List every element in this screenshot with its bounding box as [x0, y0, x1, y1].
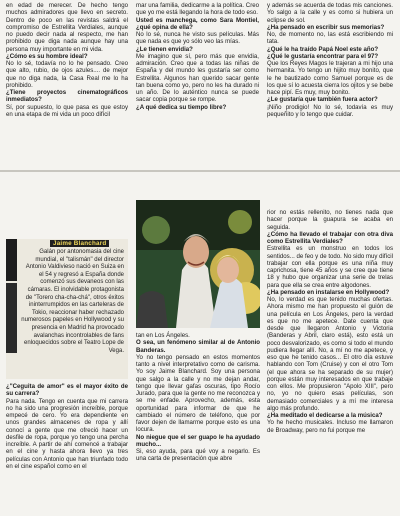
interview-question: ¿Cómo ha llevado el trabajar con otra diva como Estrellita Verdiales? [267, 230, 393, 245]
interview-question: ¿"Ceguita de amor" es el mayor éxito de su carrera? [6, 383, 128, 398]
interview-answer: No lo sé, todavía no lo he pensado. Creo que alto, rubio, de ojos azules.... de mejor que no diga nada, la Casa Real me lo ha prohibido. [6, 60, 128, 89]
interview-question: Usted es manchega, como Sara Montiel, ¿qué opina de ella? [136, 16, 259, 31]
interview-answer: No, lo verdad es que tenido muchas ofertas. Ahora mismo me han propuesto el guión de una película en Los Ángeles, pero la verdad es que no me apetece. Date cuenta que desde que llegaron Antonio y Victoria (Banderas y Abril, claro está), esto está un poco desvalorizado, es como si todo el mundo pudiera llegar allí. No, a mí no me apetece, y eso que he tenido casos... El otro día estuve hablando con Tom (Cruise) y con el otro Tom (el que ahora se ha separado de su mujer) porque están muy interesados en que trabaje con ellos. Me propusieron "Apolo XIII", pero no, yo no quiero esas películas, son demasiado comerciales y a mí me interesa algo más profundo. [267, 296, 393, 412]
interview-answer: en edad de merecer. De hecho tengo muchos admiradores que llevo en secreto. Dentro de poco en las revistas saldrá el compromiso de Estrellita Verdiales, aunque no puedo decir nada al respecto, me han prohibido que diga nada aunque hay una persona muy importante en mi vida. [6, 2, 128, 53]
article-column-5 [267, 209, 393, 434]
interview-answer: ¡Niño prodigio! No lo sé, todavía es muy pequeñito y lo tengo que cuidar. [267, 103, 393, 118]
interview-answer: Estrellita es un monstruo en todos los sentidos... de feo y de todo. No sido muy difícil trabajar con ella porque es una niña muy caprichosa, tiene 45 años y se cree que tiene 18 y hubo que organizar una serie de trelas para que ella se crea entre algodones. [267, 245, 394, 289]
interview-answer: Que los Reyes Magos le trajeran a mi hijo una hermanita. Yo tengo un hijito muy bonito, que le he bautizado como Samuel porque es de los que sí lo acuesta cierra los ojitos y se bebe hace pipí. Es muy, muy bonito. [267, 60, 394, 96]
interview-answer: tan en Los Ángeles. [136, 332, 190, 339]
interview-answer: rior no estás rellenito, no tienes nada que hacer porque la guapura se acaba en seguida. [267, 209, 393, 231]
profile-sidebar [6, 239, 128, 379]
couple-photo [136, 200, 260, 328]
interview-question: ¿Cómo es su hombre ideal? [6, 52, 88, 60]
article-column-4 [136, 332, 260, 463]
interview-answer: No lo sé, nunca he visto sus películas. Más que nada es que yo sólo veo las mías. [136, 31, 259, 46]
interview-answer: Sí, por supuesto, lo que pasa es que estoy en una etapa de mi vida un poco difícil [6, 103, 128, 118]
article-column-2 [136, 2, 259, 111]
interview-answer: mar una familia, dedicarme a la política. Creo que yo me está llegando la hora de todo eso. [136, 2, 259, 17]
interview-question: ¿Ha meditado el dedicarse a la música? [267, 412, 383, 419]
section-divider [0, 170, 400, 172]
article-column-1 [6, 2, 128, 118]
interview-question: No niegue que el ser guapo le ha ayudado mucho... [136, 433, 260, 448]
interview-question: ¿Qué le ha traído Papá Noel este año? [267, 45, 379, 53]
article-column-3 [267, 2, 393, 118]
interview-answer: Para nada. Tengo en cuenta que mi carrera no ha sido una progresión increíble, porque empecé de cero. Yo era dependiente en unos grandes almacenes de ropa y allí conocí a gente que me ofreció hacer un desfile de ropa, porque yo tengo una percha increíble. A partir de ahí comencé a trabajar en el cine y hasta ahora llevo ya tres películas con Antonio que han triunfado todo en el cine español como en el [6, 397, 128, 470]
profile-text: Galán por antonomasia del cine mundial, el "talismán" del director Antonio Valdivieso nació en Suiza en el 54 y regresó a España donde comenzó sus devaneos con las cámaras. El inolvidable protagonista de "Torero cha-cha-chá", otros éxitos ininterrumpidos en las carteleras de Tokio, reaccionar haber rechazado numerosos papeles en Hollywood y su presencia en Madrid ha provocado avalanchas incontrolables de fans enloquecidos sobre el Teatro Lope de Vega. [21, 249, 124, 354]
sidebar-accent-lower [6, 283, 17, 353]
interview-answer: Si, eso ayuda, para qué voy a negarlo. Es una carta de presentación que abre [136, 448, 260, 463]
interview-question: ¿Ha pensado en escribir sus memorias? [267, 23, 385, 31]
interview-answer: No, de momento no, las está escribiendo mi tata. [267, 31, 393, 46]
sidebar-accent [6, 239, 17, 281]
interview-answer: Me imagino que sí, pero más que envidia, admiración. Creo que a todas las niñas de España y del mundo les gustaría ser como Estrellita. Algunos han querido sacar gente tan buena como yo, pero no les ha durado ni un año. De lo auténtico nunca se puede sacar copia porque se rompe. [136, 52, 259, 104]
profile-name-header: Jaime Blanchard [50, 240, 109, 247]
interview-question: ¿Le gustaría que también fuera actor? [267, 96, 378, 104]
interview-answer: y además se acuerda de todas mis canciones. Yo salgo a la calle y es como si hubiera un eclipse de sol. [267, 2, 393, 24]
interview-question: ¿Ha pensado en instalarse en Hollywood? [267, 288, 390, 296]
interview-question: O sea, un fenómeno similar al de Antonio Banderas. [136, 339, 260, 354]
interview-question: ¿Le tienen envidia? [136, 45, 193, 53]
interview-answer: Yo he hecho musicales. Incluso me llamaron de Broadway, pero no fui porque me [267, 419, 393, 434]
article-column-6 [6, 383, 128, 470]
interview-question: ¿A qué dedica su tiempo libre? [136, 103, 227, 111]
interview-question: ¿Qué le gustaría encontrar para el 97? [267, 52, 379, 60]
interview-question: ¿Tiene proyectos cinematográficos inmediatos? [6, 89, 128, 104]
interview-answer: Yo no tengo pensado en estos momentos tanto a nivel interpretativo como de carisma. Yo soy Jaime Blanchard. Soy una persona que salgo a la calle y no me dejan andar, tengo que llevar gafas oscuras, tipo Rocío Jurado, para que la gente no me reconozca y se me enfade. Aprovecho, además, esta oportunidad para informar de que he cambiado el número de teléfono, que por favor dejen de llamarme porque esto es una locura. [136, 353, 260, 434]
